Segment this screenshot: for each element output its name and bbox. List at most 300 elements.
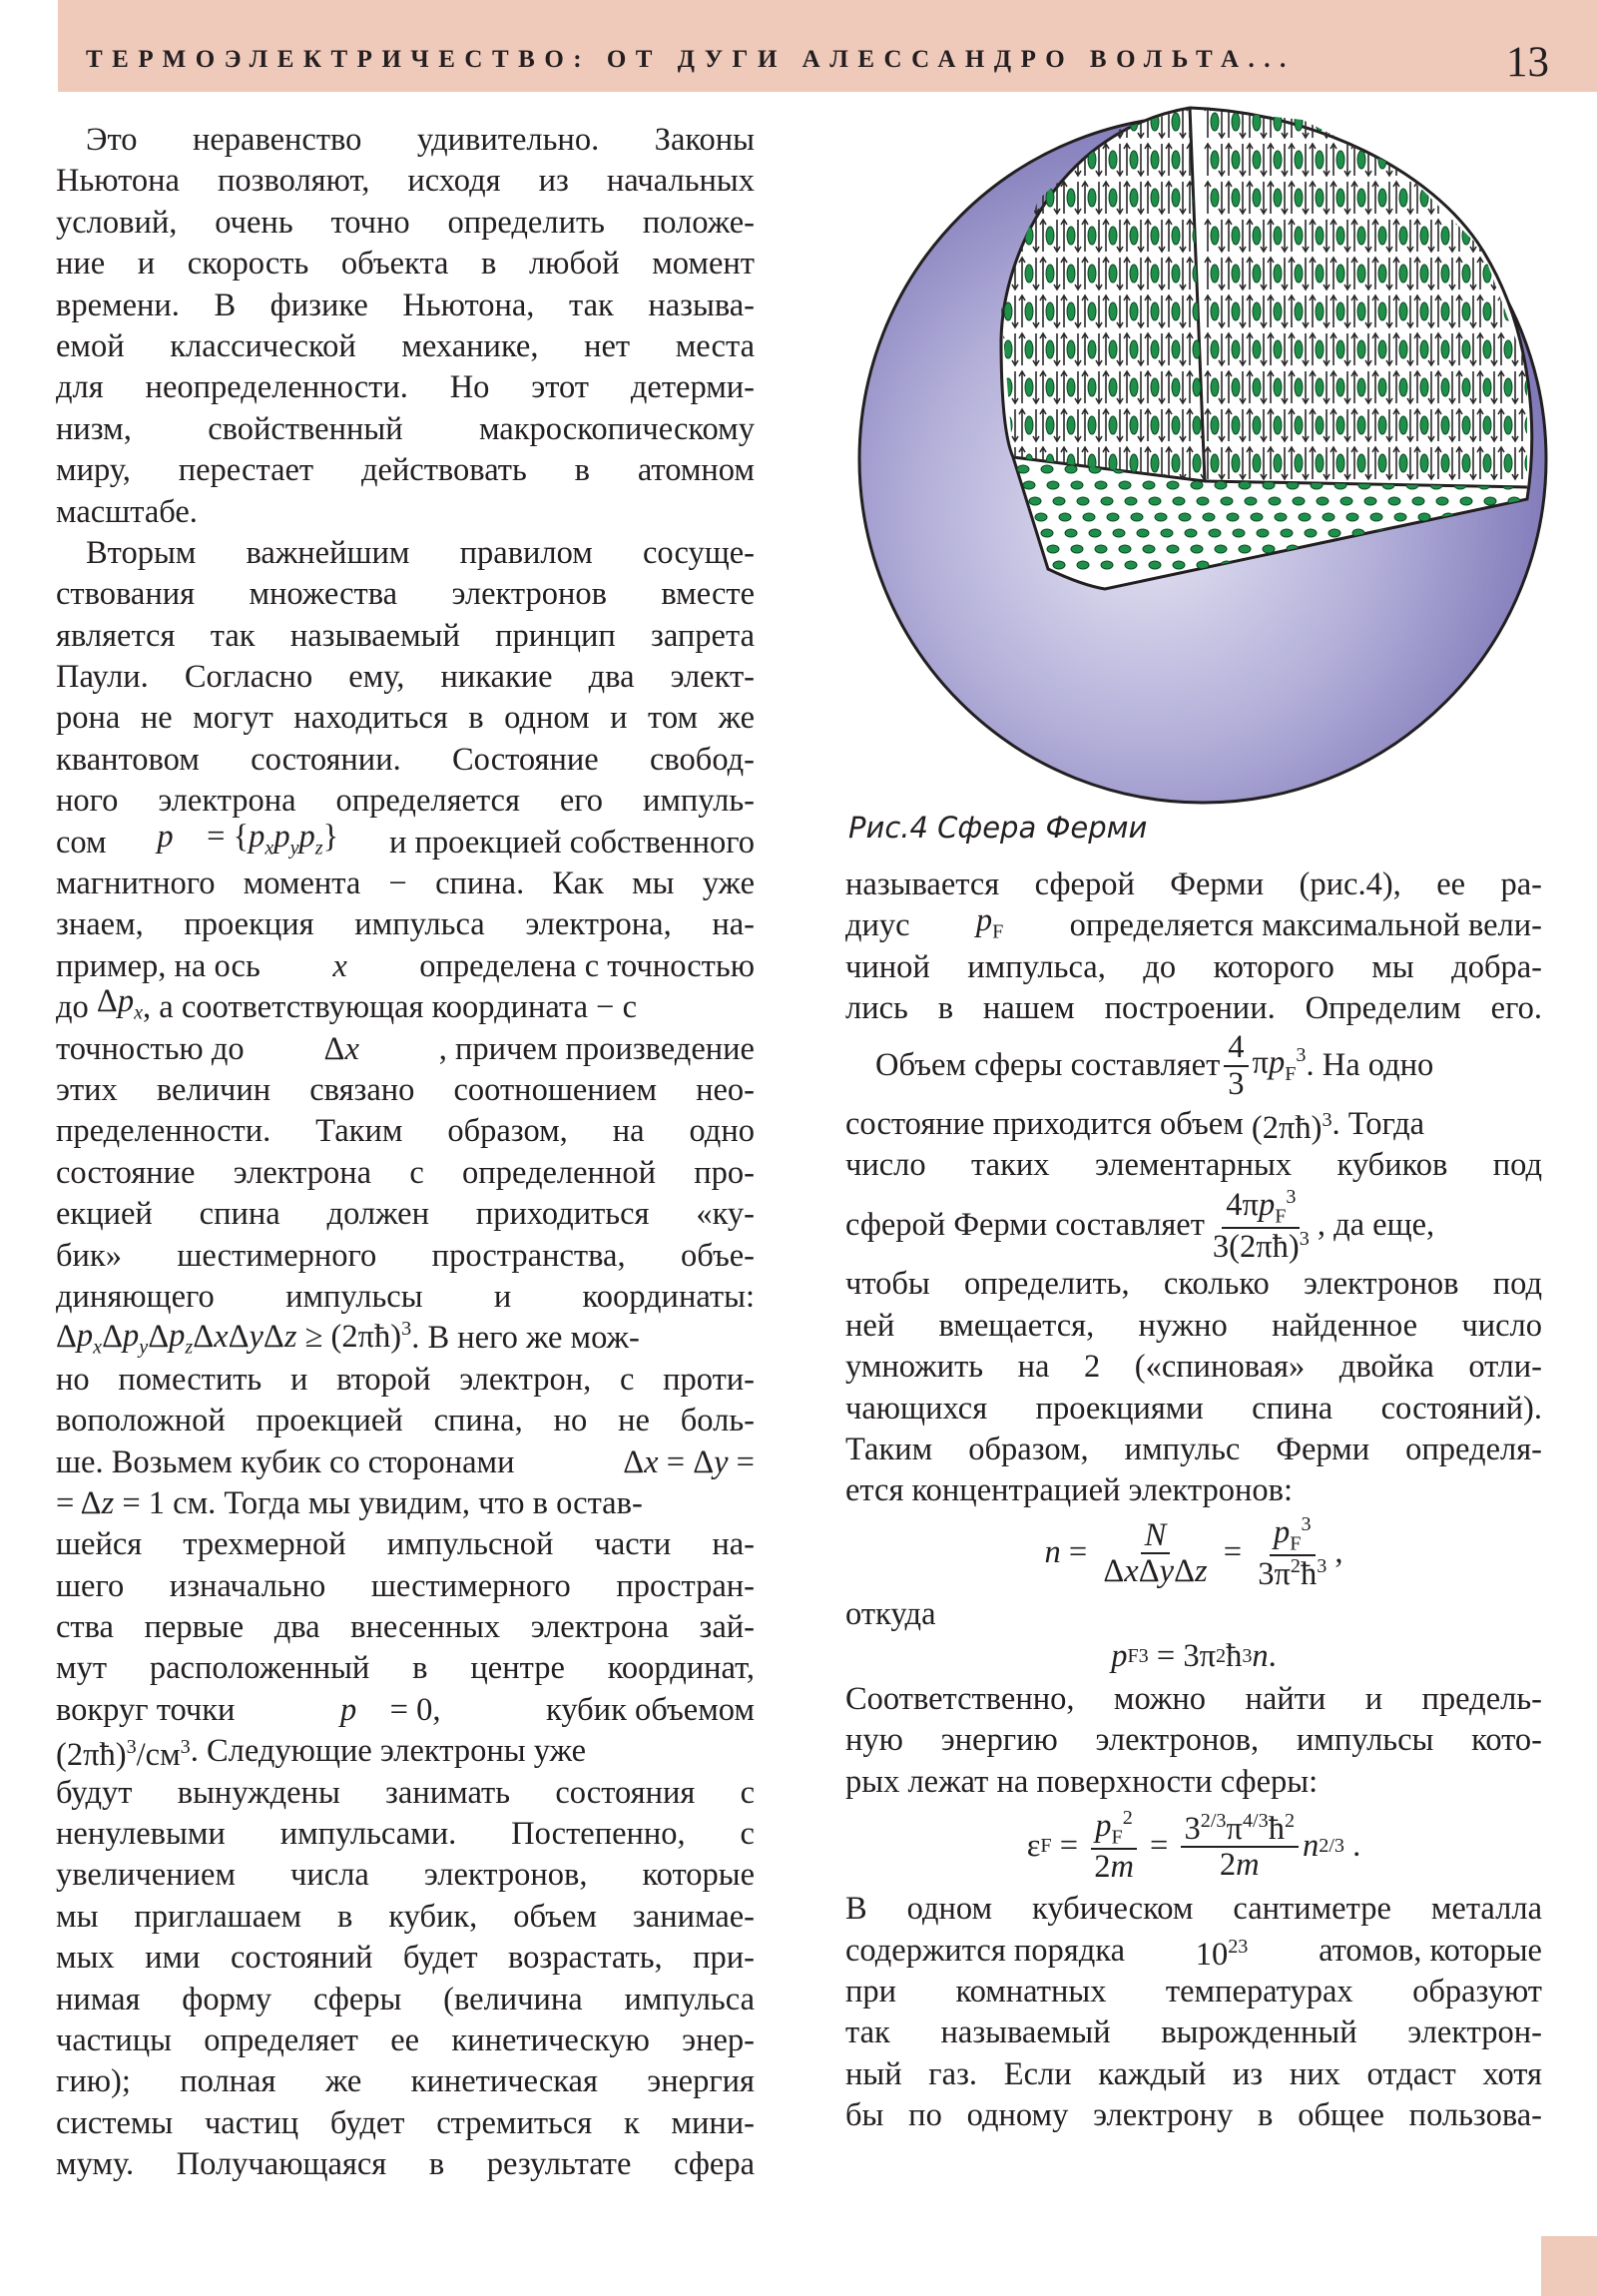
text-line: гию); полная же кинетическая энергия [56, 2063, 755, 2100]
floor-state-dot [1035, 513, 1047, 521]
spin-marker [1378, 416, 1386, 434]
text-line [56, 1318, 755, 1359]
spin-marker [1462, 340, 1470, 358]
floor-state-dot [1233, 529, 1245, 537]
spin-marker [1274, 378, 1282, 396]
text-line: чтобы определить, сколько электронов под [845, 1266, 1542, 1303]
spin-arrows [1372, 106, 1392, 138]
spin-arrows [1456, 182, 1476, 214]
floor-state-dot [1173, 497, 1185, 505]
spin-marker [1067, 189, 1075, 207]
text-line [845, 1931, 1542, 1972]
spin-marker [1211, 302, 1219, 320]
floor-state-dot [1239, 481, 1251, 489]
text-line: Вторым важнейшим правилом сосуще- [86, 534, 755, 571]
spin-marker [1336, 416, 1344, 434]
floor-state-dot [1418, 513, 1430, 521]
spin-marker [1172, 227, 1180, 245]
spin-marker [1357, 340, 1365, 358]
spin-marker [1274, 302, 1282, 320]
text-run: = 1 см. Тогда мы увидим, что в остав- [122, 1484, 643, 1521]
text-line [845, 1104, 1542, 1145]
spin-marker [1504, 416, 1512, 434]
spin-marker [1462, 302, 1470, 320]
text-line: рых лежат на поверхности сферы: [845, 1763, 1319, 1800]
spin-marker [1525, 227, 1533, 245]
spin-marker [1441, 151, 1449, 169]
text-line: знаем, проекция импульса электрона, на- [56, 906, 755, 943]
spin-marker [1420, 454, 1428, 472]
spin-marker [1004, 113, 1012, 131]
floor-state-dot [1185, 529, 1197, 537]
text-line [845, 1029, 1542, 1102]
spin-marker [1316, 416, 1324, 434]
floor-state-dot [1041, 465, 1053, 473]
text-run: сом [56, 824, 107, 861]
spin-marker [1172, 265, 1180, 283]
spin-marker [1232, 151, 1240, 169]
floor-state-dot [1370, 513, 1382, 521]
formula-atoms: $10^{23}$ [1195, 1935, 1249, 1973]
spin-marker [1399, 340, 1407, 358]
text-line: мы приглашаем в кубик, объем занимае- [56, 1898, 755, 1935]
spin-marker [1130, 416, 1138, 434]
spin-marker [1336, 189, 1344, 207]
floor-state-dot [1364, 497, 1376, 505]
spin-marker [1109, 340, 1117, 358]
spin-marker [1211, 227, 1219, 245]
spin-marker [1357, 454, 1365, 472]
text-line: Ньютона позволяют, исходя из начальных [56, 163, 755, 200]
spin-marker [1295, 265, 1303, 283]
spin-marker [1067, 302, 1075, 320]
spin-arrows [1414, 106, 1434, 138]
floor-state-dot [1059, 513, 1071, 521]
text-line: будут вынуждены занимать состояния с [56, 1774, 755, 1811]
spin-marker [1004, 302, 1012, 320]
spin-marker [1151, 189, 1159, 207]
spin-marker [1253, 265, 1261, 283]
spin-marker [1211, 416, 1219, 434]
spin-marker [1483, 454, 1491, 472]
spin-marker [1211, 151, 1219, 169]
formula-fermi-momentum: p F 3 = 3π 2 ħ 3 n . [1111, 1638, 1277, 1675]
spin-marker [1316, 340, 1324, 358]
text-run: диус [845, 907, 910, 944]
spin-marker [1067, 416, 1075, 434]
text-run: , а соответствующая координата − с [143, 989, 638, 1026]
floor-state-dot [1412, 497, 1424, 505]
spin-marker [1067, 340, 1075, 358]
spin-marker [1399, 265, 1407, 283]
spin-marker [1483, 227, 1491, 245]
spin-marker [1088, 265, 1096, 283]
floor-state-dot [1257, 529, 1269, 537]
floor-state-dot [1340, 497, 1352, 505]
floor-state-dot [1041, 529, 1053, 537]
right-column [845, 864, 1542, 2137]
spin-marker [1504, 189, 1512, 207]
spin-arrows [1040, 106, 1060, 138]
spin-marker [1046, 416, 1054, 434]
spin-marker [1172, 302, 1180, 320]
formula-uncertainty: $\Delta p_x\Delta p_y\Delta p_z\Delta x\Delta y\Delta z$ ≥ (2πħ)$^3$ [56, 1317, 412, 1359]
spin-marker [1151, 378, 1159, 396]
spin-marker [1253, 113, 1261, 131]
floor-state-dot [1095, 545, 1107, 553]
spin-marker [1420, 265, 1428, 283]
text-line: так называемый вырожденный электрон- [845, 2014, 1542, 2051]
spin-marker [1525, 189, 1533, 207]
spin-marker [1232, 265, 1240, 283]
spin-arrows [1519, 295, 1539, 327]
text-line: Таким образом, импульс Ферми определя- [845, 1431, 1542, 1467]
spin-arrows [1519, 144, 1539, 176]
spin-marker [1399, 454, 1407, 472]
spin-marker [1378, 340, 1386, 358]
spin-marker [1025, 113, 1033, 131]
floor-state-dot [1484, 497, 1496, 505]
formula-var: x [332, 947, 347, 984]
spin-marker [1232, 416, 1240, 434]
text-line: Соответственно, можно найти и предель- [845, 1681, 1542, 1718]
floor-state-dot [1460, 497, 1472, 505]
text-line: шего изначально шестимерного простран- [56, 1567, 755, 1604]
spin-marker [1109, 378, 1117, 396]
floor-state-dot [1089, 529, 1101, 537]
floor-state-dot [1065, 465, 1077, 473]
floor-state-dot [1394, 513, 1406, 521]
spin-arrows [1519, 182, 1539, 214]
spin-marker [1399, 302, 1407, 320]
floor-state-dot [1107, 513, 1119, 521]
spin-marker [1504, 151, 1512, 169]
spin-marker [1151, 454, 1159, 472]
spin-marker [1462, 113, 1470, 131]
floor-state-dot [1346, 513, 1358, 521]
spin-marker [1483, 416, 1491, 434]
spin-marker [1295, 113, 1303, 131]
spin-marker [1253, 416, 1261, 434]
spin-marker [1172, 340, 1180, 358]
spin-marker [1336, 151, 1344, 169]
running-header [58, 0, 1597, 92]
floor-state-dot [1119, 481, 1131, 489]
spin-marker [1295, 378, 1303, 396]
spin-marker [1525, 151, 1533, 169]
text-run: состояние приходится объем [845, 1105, 1244, 1142]
spin-marker [1130, 265, 1138, 283]
floor-state-dot [1137, 529, 1149, 537]
text-run: кубик объемом [546, 1691, 755, 1728]
text-line: миру, перестает действовать в атомном [56, 452, 755, 489]
spin-marker [1316, 302, 1324, 320]
spin-marker [1357, 378, 1365, 396]
spin-marker [1130, 454, 1138, 472]
spin-marker [1232, 340, 1240, 358]
spin-marker [1253, 378, 1261, 396]
spin-marker [1462, 265, 1470, 283]
formula-delta-x: Δx [323, 1030, 359, 1067]
spin-marker [1151, 227, 1159, 245]
spin-arrows [1351, 106, 1371, 138]
spin-marker [1046, 227, 1054, 245]
spin-marker [1336, 378, 1344, 396]
spin-marker [1232, 378, 1240, 396]
spin-arrows [1477, 144, 1497, 176]
spin-marker [1357, 227, 1365, 245]
spin-marker [1172, 378, 1180, 396]
formula-cube-sides: Δx = Δy = [623, 1443, 755, 1480]
floor-state-dot [1077, 497, 1089, 505]
spin-marker [1151, 302, 1159, 320]
spin-marker [1067, 265, 1075, 283]
formula-momentum: p⃗ = $\{p_xp_yp_z\}$ [157, 818, 339, 860]
floor-state-dot [1299, 513, 1311, 521]
spin-marker [1211, 454, 1219, 472]
spin-arrows [1498, 220, 1518, 252]
floor-state-dot [1281, 529, 1293, 537]
floor-state-dot [1227, 513, 1239, 521]
spin-marker [1193, 454, 1201, 472]
text-line: при комнатных температурах образуют [845, 1974, 1542, 2010]
floor-state-dot [1544, 529, 1556, 537]
page-corner-tab [1541, 2236, 1597, 2296]
spin-marker [1274, 416, 1282, 434]
left-column [56, 120, 755, 2186]
spin-marker [1046, 340, 1054, 358]
text-line [56, 946, 755, 987]
spin-marker [1525, 265, 1533, 283]
spin-marker [1211, 340, 1219, 358]
spin-marker [1316, 151, 1324, 169]
text-line: этих величин связано соотношением нео- [56, 1071, 755, 1108]
spin-marker [1067, 378, 1075, 396]
floor-state-dot [1436, 497, 1448, 505]
text-line [56, 1731, 755, 1772]
spin-arrows [1498, 106, 1518, 138]
spin-marker [1274, 265, 1282, 283]
spin-marker [1211, 378, 1219, 396]
spin-marker [1109, 265, 1117, 283]
spin-marker [1253, 151, 1261, 169]
formula-origin: p⃗ = 0, [339, 1691, 441, 1728]
spin-marker [1316, 227, 1324, 245]
spin-marker [1483, 302, 1491, 320]
text-run: . На одно [1306, 1046, 1434, 1083]
spin-marker [1378, 302, 1386, 320]
text-line: ние и скорость объекта в любой момент [56, 246, 755, 283]
text-run: определена с точностью [419, 947, 755, 984]
text-line: число таких элементарных кубиков под [845, 1146, 1542, 1183]
text-line: ется концентрацией электронов: [845, 1472, 1294, 1509]
text-line: В одном кубическом сантиметре металла [845, 1891, 1542, 1928]
floor-state-dot [1029, 497, 1041, 505]
text-line: условий, очень точно определить положе- [56, 204, 755, 241]
spin-marker [1504, 454, 1512, 472]
floor-state-dot [1191, 481, 1203, 489]
text-line: муму. Получающаяся в результате сфера [56, 2146, 755, 2183]
spin-marker [1109, 302, 1117, 320]
text-line: называется сферой Ферми (рис.4), ее ра- [845, 866, 1542, 902]
floor-state-dot [1251, 513, 1263, 521]
floor-state-dot [1275, 513, 1287, 521]
spin-marker [1232, 189, 1240, 207]
text-line: увеличением числа электронов, которые [56, 1857, 755, 1894]
text-line: екцией спина должен приходиться «ку- [56, 1196, 755, 1233]
spin-marker [1088, 378, 1096, 396]
floor-state-dot [1017, 465, 1029, 473]
spin-arrows [1519, 220, 1539, 252]
spin-marker [1483, 189, 1491, 207]
formula-concentration: n = $\frac{N}{\text{ΔxΔyΔz}}$ = $\frac{p_F^3}{3\pi^2ħ^3}$ , [1044, 1512, 1343, 1593]
spin-marker [1504, 113, 1512, 131]
figure-caption: Рис.4 Сфера Ферми [848, 811, 1148, 845]
spin-arrows [1393, 144, 1413, 176]
floor-state-dot [1077, 561, 1089, 569]
floor-state-dot [1323, 513, 1334, 521]
text-line: системы частиц будет стремиться к мини- [56, 2104, 755, 2141]
spin-arrows [1331, 106, 1350, 138]
spin-marker [1253, 189, 1261, 207]
floor-state-dot [1143, 481, 1155, 489]
spin-marker [1274, 151, 1282, 169]
floor-state-dot [1329, 529, 1340, 537]
spin-marker [1253, 340, 1261, 358]
spin-marker [1336, 265, 1344, 283]
spin-marker [1172, 454, 1180, 472]
spin-marker [1274, 454, 1282, 472]
floor-state-dot [1388, 497, 1400, 505]
spin-marker [1378, 454, 1386, 472]
spin-marker [1025, 416, 1033, 434]
spin-marker [1336, 454, 1344, 472]
spin-marker [1378, 378, 1386, 396]
formula-cell-count: $\frac{4\pi p_F^3}{3(2\pi ħ)^3}$ [1212, 1185, 1310, 1265]
spin-marker [1295, 151, 1303, 169]
floor-state-dot [1149, 561, 1161, 569]
text-run: атомов, которые [1319, 1932, 1542, 1969]
spin-marker [1253, 454, 1261, 472]
spin-marker [1088, 113, 1096, 131]
floor-state-dot [1197, 497, 1209, 505]
spin-marker [1172, 416, 1180, 434]
spin-marker [1420, 378, 1428, 396]
spin-marker [1151, 151, 1159, 169]
spin-marker [1025, 302, 1033, 320]
spin-marker [1420, 113, 1428, 131]
text-line [56, 1690, 755, 1731]
floor-state-dot [1161, 529, 1173, 537]
spin-marker [1067, 113, 1075, 131]
text-line [56, 818, 755, 863]
spin-marker [1130, 340, 1138, 358]
floor-state-dot [1167, 481, 1179, 489]
text-line: состояние электрона с определенной про- [56, 1154, 755, 1191]
floor-state-dot [1532, 561, 1544, 569]
spin-marker [1274, 113, 1282, 131]
spin-arrows [1498, 182, 1518, 214]
spin-marker [1525, 302, 1533, 320]
spin-marker [1316, 189, 1324, 207]
floor-state-dot [1179, 513, 1191, 521]
spin-marker [1046, 378, 1054, 396]
spin-marker [1357, 302, 1365, 320]
header-title: ТЕРМОЭЛЕКТРИЧЕСТВО: ОТ ДУГИ АЛЕССАНДРО ВОЛЬТА... [86, 46, 1296, 73]
text-run: вокруг точки [56, 1691, 236, 1728]
spin-marker [1399, 378, 1407, 396]
text-line: ненулевыми импульсами. Постепенно, с [56, 1816, 755, 1853]
floor-state-dot [1550, 545, 1562, 553]
text-line: мых ими состояний будет возрастать, при- [56, 1940, 755, 1977]
spin-marker [1420, 151, 1428, 169]
text-line [56, 1442, 755, 1483]
floor-state-dot [1173, 561, 1185, 569]
floor-state-dot [1245, 497, 1257, 505]
page-number: 13 [1506, 39, 1549, 86]
floor-state-dot [1053, 497, 1065, 505]
spin-arrows [1477, 182, 1497, 214]
spin-marker [1193, 416, 1201, 434]
text-line: магнитного момента − спина. Как мы уже [56, 865, 755, 902]
spin-marker [1232, 113, 1240, 131]
spin-marker [1462, 189, 1470, 207]
spin-marker [1046, 265, 1054, 283]
floor-state-dot [1269, 497, 1281, 505]
spin-marker [1441, 416, 1449, 434]
spin-marker [1504, 227, 1512, 245]
spin-marker [1378, 151, 1386, 169]
floor-state-dot [1149, 497, 1161, 505]
text-line: пределенности. Таким образом, на одно [56, 1113, 755, 1150]
spin-marker [1483, 378, 1491, 396]
spin-marker [1504, 265, 1512, 283]
spin-marker [1378, 227, 1386, 245]
spin-marker [1109, 416, 1117, 434]
spin-marker [1130, 189, 1138, 207]
text-line: откуда [845, 1595, 936, 1632]
spin-marker [1378, 265, 1386, 283]
spin-marker [1316, 454, 1324, 472]
spin-marker [1295, 227, 1303, 245]
spin-arrows [1061, 106, 1081, 138]
text-line: для неопределенности. Но этот детерми- [56, 369, 755, 406]
spin-marker [1483, 113, 1491, 131]
spin-marker [1336, 113, 1344, 131]
spin-marker [1088, 416, 1096, 434]
text-run: . В него же мож- [411, 1320, 640, 1357]
spin-marker [1274, 340, 1282, 358]
spin-marker [1525, 113, 1533, 131]
text-run: и проекцией собственного [389, 824, 755, 861]
text-line: воположной проекцией спина, но не боль- [56, 1403, 755, 1439]
text-line: бы по одному электрону в общее пользова- [845, 2097, 1542, 2134]
floor-state-dot [1209, 529, 1221, 537]
text-line: ного электрона определяется его импуль- [56, 783, 755, 820]
text-line: масштабе. [56, 493, 198, 530]
floor-state-dot [1095, 481, 1107, 489]
spin-marker [1295, 189, 1303, 207]
spin-marker [1193, 378, 1201, 396]
text-run: до [56, 989, 89, 1026]
spin-marker [1172, 189, 1180, 207]
text-line: низм, свойственный макроскопическому [56, 410, 755, 447]
spin-marker [1420, 227, 1428, 245]
spin-marker [1441, 113, 1449, 131]
spin-arrows [1435, 106, 1455, 138]
text-line: ную энергию электронов, импульсы кото- [845, 1722, 1542, 1759]
spin-marker [1172, 151, 1180, 169]
